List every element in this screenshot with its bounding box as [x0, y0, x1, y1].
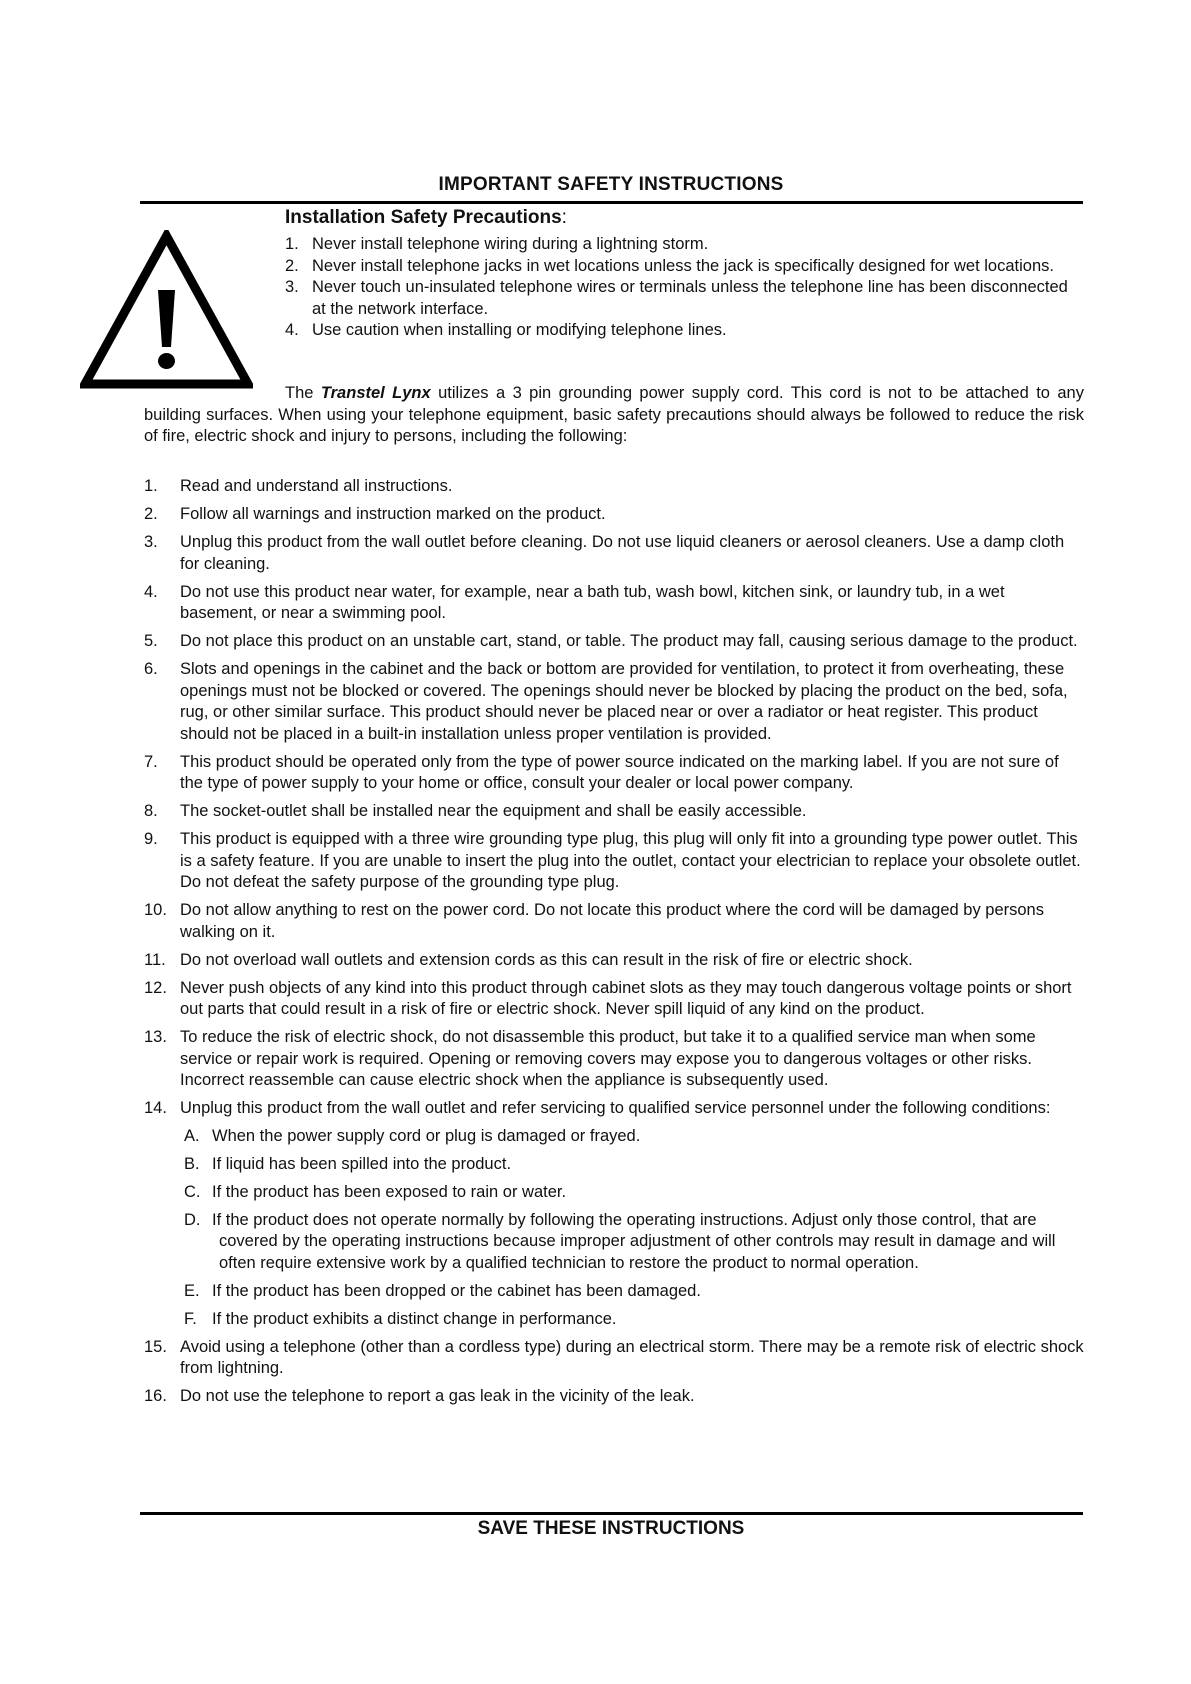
sub-list-item: [180, 1210, 1086, 1275]
item-number: 8.: [144, 802, 158, 820]
precaution-item: [285, 256, 1085, 278]
list-item: [144, 950, 1086, 972]
item-number: 13.: [144, 1028, 167, 1046]
bottom-divider: [140, 1512, 1083, 1515]
sub-item-letter: A.: [184, 1126, 200, 1145]
sub-item-text: If liquid has been spilled into the product.: [212, 1154, 512, 1173]
list-item: [144, 801, 1086, 823]
precaution-item: [285, 320, 1085, 342]
sub-item-text: If the product has been exposed to rain or water.: [212, 1182, 567, 1201]
item-number: 10.: [144, 901, 167, 919]
sub-list-item: [180, 1281, 1086, 1303]
sub-item-text: If the product has been dropped or the cabinet has been damaged.: [212, 1281, 701, 1300]
sub-list-item: [180, 1182, 1086, 1204]
product-name: Transtel Lynx: [320, 384, 431, 402]
list-item: [144, 631, 1086, 653]
sub-item-letter: E.: [184, 1281, 200, 1300]
sub-item-text: If the product exhibits a distinct change in performance.: [212, 1309, 617, 1328]
item-text: Do not allow anything to rest on the power cord. Do not locate this product where the cord will be damaged by persons walking on it.: [180, 901, 1044, 941]
item-number: 12.: [144, 978, 167, 997]
item-text: Follow all warnings and instruction marked on the product.: [180, 505, 606, 523]
page-title: IMPORTANT SAFETY INSTRUCTIONS: [438, 174, 784, 195]
precaution-number: 1.: [285, 235, 299, 253]
item-text: This product should be operated only from the type of power source indicated on the marking label. If you are not sure of the type of power supply to your home or office, consult your dealer or local power company.: [180, 752, 1059, 792]
safety-instructions-list: [144, 476, 1086, 1414]
installation-heading-colon: :: [561, 207, 567, 228]
item-text: To reduce the risk of electric shock, do not disassemble this product, but take it to a qualified service man when some service or repair work is required. Opening or removing covers may expose you to dangerous voltages or other risks. Incorrect reassemble can cause electric shock when the appliance is subsequently used.: [180, 1028, 1036, 1089]
precaution-text: Never touch un-insulated telephone wires or terminals unless the telephone line has been disconnected at the network interface.: [312, 278, 1068, 318]
item-number: 6.: [144, 660, 158, 678]
item-number: 1.: [144, 477, 158, 495]
item-text: Do not place this product on an unstable cart, stand, or table. The product may fall, causing serious damage to the product.: [180, 632, 1078, 650]
intro-prefix: The: [285, 384, 321, 402]
intro-paragraph: [144, 383, 1084, 448]
precaution-text: Never install telephone wiring during a lightning storm.: [312, 235, 709, 253]
sub-list-item: [180, 1309, 1086, 1331]
sub-list-item: [180, 1154, 1086, 1176]
installation-heading-text: Installation Safety Precautions: [285, 207, 562, 228]
sub-item-text: When the power supply cord or plug is damaged or frayed.: [212, 1126, 641, 1145]
intro-indent: [144, 384, 431, 402]
precaution-number: 4.: [285, 321, 299, 339]
conditions-sublist: [180, 1126, 1086, 1331]
item-text: Do not use this product near water, for example, near a bath tub, wash bowl, kitchen sink, or laundry tub, in a wet basement, or near a swimming pool.: [180, 582, 1005, 622]
sub-list-item: [180, 1126, 1086, 1148]
precaution-number: 2.: [285, 256, 299, 275]
list-item: [144, 532, 1086, 575]
list-item: [144, 659, 1086, 745]
list-item: [144, 829, 1086, 894]
item-number: 5.: [144, 632, 158, 650]
item-text: Slots and openings in the cabinet and the back or bottom are provided for ventilation, to protect it from overheating, these openings must not be blocked or covered. The openings should never be blocked by placing the product on the bed, sofa, rug, or other similar surface. This product should never be placed near or over a radiator or heat register. This product should not be placed in a built-in installation unless proper ventilation is provided.: [180, 660, 1068, 743]
item-text: Do not use the telephone to report a gas leak in the vicinity of the leak.: [180, 1387, 695, 1405]
item-text: Avoid using a telephone (other than a cordless type) during an electrical storm. There may be a remote risk of electric shock from lightning.: [180, 1337, 1084, 1377]
intro-text: utilizes a 3 pin grounding power supply cord. This cord is not to be attached to any building surfaces. When using your telephone equipment, basic safety precautions should always be followed to reduce the risk of fire, electric shock and injury to persons, including the following:: [144, 384, 1084, 445]
precaution-item: [285, 234, 1085, 256]
precaution-text: Never install telephone jacks in wet locations unless the jack is specifically designed for wet locations.: [312, 256, 1054, 275]
item-text: Read and understand all instructions.: [180, 477, 453, 495]
list-item: [144, 752, 1086, 795]
save-instructions-footer: SAVE THESE INSTRUCTIONS: [477, 1518, 745, 1539]
item-text: Unplug this product from the wall outlet before cleaning. Do not use liquid cleaners or aerosol cleaners. Use a damp cloth for cleaning.: [180, 533, 1065, 573]
sub-item-text: If the product does not operate normally by following the operating instructions. Adjust only those control, that are covered by the operating instructions because improper adjustment of other controls may result in damage and will often require extensive work by a qualified technician to restore the product to normal operation.: [212, 1210, 1056, 1272]
list-item: [144, 978, 1086, 1021]
list-item: [144, 1386, 1086, 1408]
item-text: Unplug this product from the wall outlet and refer servicing to qualified service personnel under the following conditions:: [180, 1099, 1051, 1117]
list-item: [144, 1027, 1086, 1092]
top-divider: [140, 201, 1083, 204]
list-item: [144, 1337, 1086, 1380]
item-number: 4.: [144, 582, 158, 601]
precaution-number: 3.: [285, 278, 299, 296]
item-number: 9.: [144, 830, 158, 848]
installation-precautions-list: [285, 234, 1085, 342]
item-text: This product is equipped with a three wire grounding type plug, this plug will only fit into a grounding type power outlet. This is a safety feature. If you are unable to insert the plug into the outlet, contact your electrician to replace your obsolete outlet. Do not defeat the safety purpose of the grounding type plug.: [180, 830, 1081, 891]
item-number: 15.: [144, 1337, 167, 1356]
item-number: 14.: [144, 1099, 167, 1117]
list-item: [144, 900, 1086, 943]
warning-triangle-icon: [80, 230, 253, 390]
sub-item-letter: B.: [184, 1154, 200, 1173]
item-number: 3.: [144, 533, 158, 551]
list-item: [144, 476, 1086, 498]
item-text: Do not overload wall outlets and extension cords as this can result in the risk of fire or electric shock.: [180, 950, 913, 969]
sub-item-letter: C.: [184, 1182, 201, 1201]
list-item: [144, 1098, 1086, 1330]
sub-item-letter: D.: [184, 1210, 201, 1229]
item-number: 7.: [144, 752, 158, 771]
item-text: Never push objects of any kind into this product through cabinet slots as they may touch dangerous voltage points or short out parts that could result in a risk of fire or electric shock. Never spill liquid of any kind on the product.: [180, 978, 1072, 1018]
list-item: [144, 504, 1086, 526]
list-item: [144, 582, 1086, 625]
sub-item-letter: F.: [184, 1309, 197, 1328]
item-text: The socket-outlet shall be installed near the equipment and shall be easily accessible.: [180, 802, 807, 820]
item-number: 16.: [144, 1387, 167, 1405]
precaution-item: [285, 277, 1085, 320]
precaution-text: Use caution when installing or modifying telephone lines.: [312, 321, 727, 339]
installation-heading: [285, 207, 567, 229]
item-number: 11.: [144, 950, 166, 969]
item-number: 2.: [144, 505, 158, 523]
